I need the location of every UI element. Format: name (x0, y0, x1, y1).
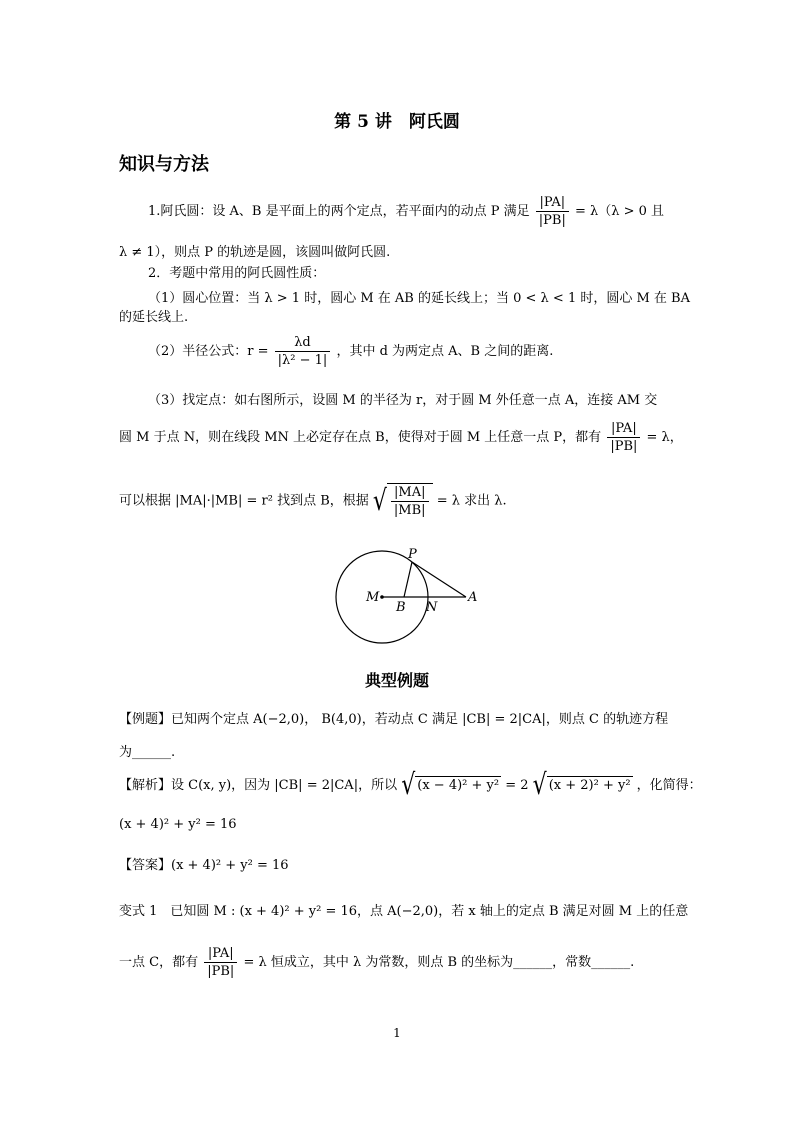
text: 1.阿氏圆：设 A、B 是平面上的两个定点，若平面内的动点 P 满足 (148, 204, 530, 219)
variant-line1: 变式 1 已知圆 M : (x + 4)² + y² = 16，点 A(−2,0)，若 x 轴上的定点 B 满足对圆 M 上的任意 (119, 904, 689, 919)
fraction-numerator: |PA| (607, 420, 640, 438)
sqrt-body: (x + 2)² + y² (548, 778, 631, 793)
section-heading-examples: 典型例题 (364, 671, 429, 690)
fraction-denominator: |PB| (538, 213, 566, 228)
sqrt-sign: √ (401, 768, 416, 802)
segment-pb (404, 562, 412, 597)
label-m: M (366, 590, 380, 605)
paragraph-properties-heading: 2．考题中常用的阿氏圆性质： (148, 266, 326, 281)
sqrt-sign: √ (372, 484, 387, 518)
page-title: 第 5 讲 阿氏圆 (334, 112, 460, 132)
paragraph-center-position-line2: 的延长线上. (119, 310, 189, 325)
text: 圆 M 于点 N，则在线段 MN 上必定存在点 B，使得对于圆 M 上任意一点 P，都有 (119, 430, 602, 445)
fraction-numerator: |PA| (536, 194, 569, 212)
fraction-denominator: |PB| (610, 439, 638, 454)
example-line1: 【例题】已知两个定点 A(−2,0)， B(4,0)，若动点 C 满足 |CB| = 2|CA|，则点 C 的轨迹方程 (119, 712, 669, 727)
label-a: A (468, 590, 478, 605)
section-heading-knowledge: 知识与方法 (119, 154, 209, 175)
sqrt-sign: √ (532, 768, 547, 802)
label-n: N (426, 600, 438, 615)
analysis-line2: (x + 4)² + y² = 16 (119, 817, 237, 832)
fraction-ma-mb (391, 484, 429, 519)
sqrt-body (387, 483, 433, 519)
text: = λ 求出 λ. (436, 493, 507, 509)
text: = λ， (646, 430, 683, 445)
sqrt-distance-2 (532, 768, 633, 802)
paragraph-apollonius-def (148, 194, 664, 229)
sqrt-ratio (373, 483, 433, 519)
variant-line2 (119, 945, 634, 980)
text: 可以根据 |MA|·|MB| = r² 找到点 B，根据 (119, 493, 369, 509)
answer-line: 【答案】(x + 4)² + y² = 16 (119, 858, 289, 873)
fraction-denominator: |λ² − 1| (277, 353, 328, 368)
text: = λ 恒成立，其中 λ 为常数，则点 B 的坐标为______，常数______. (243, 955, 635, 970)
label-p: P (408, 547, 417, 562)
point-m (380, 595, 384, 599)
sqrt-body: (x − 4)² + y² (417, 778, 500, 793)
text: ，其中 d 为两定点 A、B 之间的距离. (336, 344, 554, 359)
text: = 2 (505, 778, 529, 793)
text: 【解析】设 C(x, y)，因为 |CB| = 2|CA|，所以 (119, 778, 398, 793)
fraction-pa-pb (536, 194, 569, 229)
fraction-numerator: |MA| (391, 484, 429, 502)
sqrt-distance-1 (401, 768, 501, 802)
fraction-denominator: |PB| (207, 964, 235, 979)
fraction-numerator: λd (275, 334, 331, 352)
fraction-numerator: |PA| (204, 945, 237, 963)
paragraph-apollonius-def-line2: λ ≠ 1），则点 P 的轨迹是圆，该圆叫做阿氏圆. (119, 245, 391, 260)
paragraph-center-position: （1）圆心位置：当 λ > 1 时，圆心 M 在 AB 的延长线上；当 0 < λ < 1 时，圆心 M 在 BA (148, 291, 690, 306)
text: = λ（λ > 0 且 (574, 204, 665, 219)
fraction-radius (275, 334, 331, 369)
label-b: B (396, 600, 406, 615)
fraction-pa-pb (204, 945, 237, 980)
paragraph-find-point-line3 (119, 483, 507, 519)
fraction-denominator: |MB| (393, 503, 426, 518)
analysis-line1 (119, 768, 702, 802)
example-line2: 为______. (119, 745, 176, 760)
segment-pa (412, 562, 466, 597)
paragraph-find-point-line1: （3）找定点：如右图所示，设圆 M 的半径为 r，对于圆 M 外任意一点 A，连接 AM 交 (148, 393, 658, 408)
apollonius-circle-figure (330, 545, 490, 645)
page-number: 1 (393, 1026, 401, 1040)
paragraph-find-point-line2 (119, 420, 683, 455)
fraction-pa-pb (607, 420, 640, 455)
paragraph-radius-formula (148, 334, 553, 369)
text: ，化简得： (636, 778, 702, 793)
text: （2）半径公式：r = (148, 344, 269, 359)
text: 一点 C，都有 (119, 955, 199, 970)
